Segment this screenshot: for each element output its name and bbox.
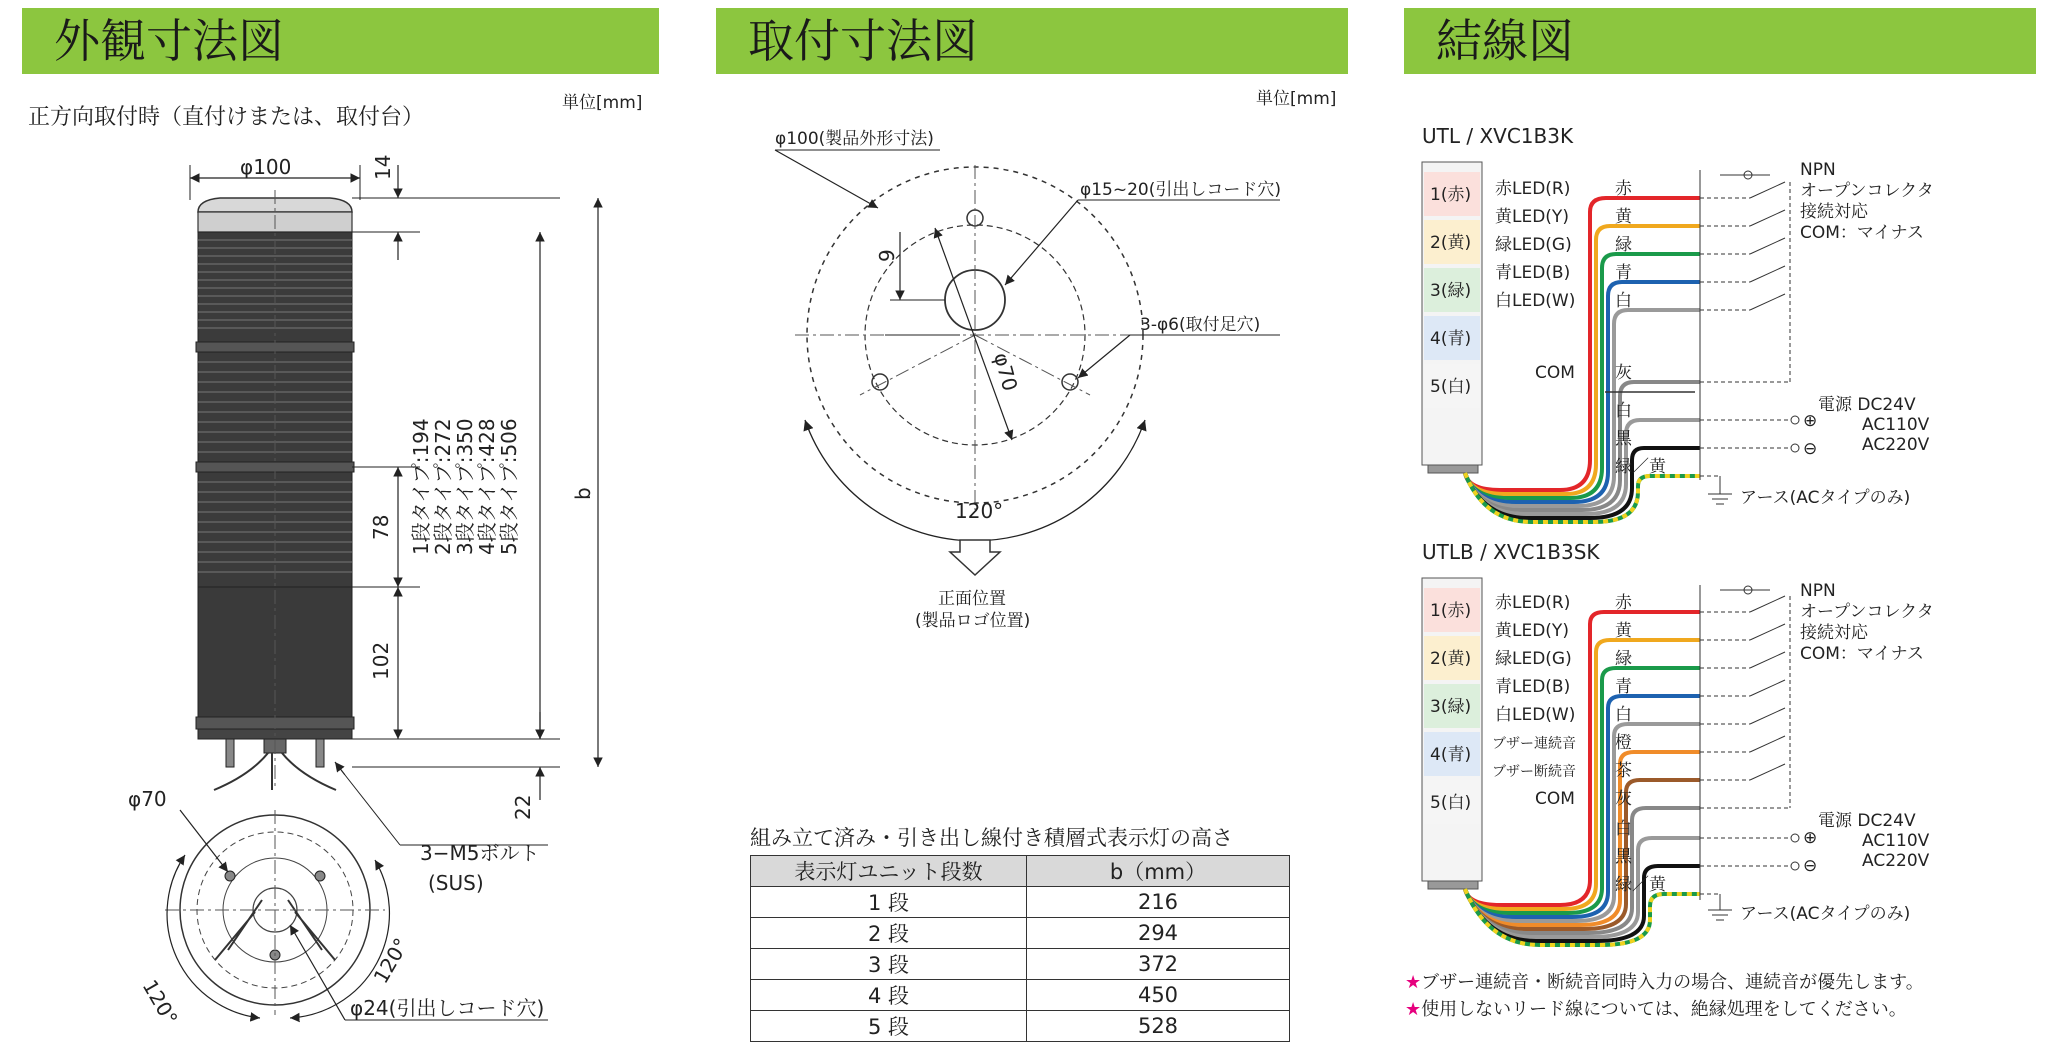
com-label: COM — [1535, 363, 1575, 383]
npn-1-b: NPN — [1800, 581, 1836, 601]
led-b-b: 青LED(B) — [1495, 677, 1571, 697]
dim-angle-b: 120° — [368, 933, 414, 988]
section-title-mounting: 取付寸法図 — [716, 8, 1348, 74]
wire-black: 黒 — [1615, 429, 1632, 449]
external-subtitle: 正方向取付時（直付けまたは、取付台） — [28, 105, 425, 130]
wire-white-power: 白 — [1615, 401, 1632, 421]
wire-gray-b: 灰 — [1615, 789, 1632, 809]
wire-yellow-b: 黄 — [1615, 621, 1632, 641]
mount-holes-label: 3-φ6(取付足穴) — [1140, 315, 1261, 335]
table-cell: 3 段 — [751, 949, 1027, 980]
table-header: 表示灯ユニット段数 — [751, 856, 1027, 887]
wiring-diagram-1 — [1422, 162, 1799, 522]
mounting-unit: 単位[mm] — [1256, 89, 1337, 109]
npn-3: 接続対応 — [1800, 202, 1868, 222]
table-cell: 294 — [1027, 918, 1290, 949]
note-text: ブザー連続音・断続音同時入力の場合、連続音が優先します。 — [1421, 972, 1924, 993]
wire-red: 赤 — [1615, 179, 1632, 199]
bolt-label: 3−M5ボルト — [420, 841, 540, 865]
type-2: 2段タイプ:272 — [431, 418, 455, 555]
buzzer-continuous: ブザー連続音 — [1492, 736, 1576, 752]
power-2: AC110V — [1862, 415, 1930, 435]
buzzer-intermittent: ブザー断続音 — [1492, 764, 1576, 780]
height-table — [750, 855, 1290, 1042]
led-g: 緑LED(G) — [1495, 235, 1572, 255]
mounting-labels — [775, 129, 1281, 631]
wire-green: 緑 — [1615, 235, 1632, 255]
note-1 — [1405, 968, 1924, 994]
npn-4: COM：マイナス — [1800, 223, 1924, 243]
wire-red-b: 赤 — [1615, 593, 1632, 613]
pcd-dim: φ70 — [989, 350, 1023, 394]
note-text: 使用しないリード線については、絶縁処理をしてください。 — [1421, 999, 1907, 1020]
power-1-b: 電源 DC24V — [1818, 811, 1916, 831]
tier-4: 4(青) — [1430, 329, 1472, 349]
cord-hole-label-mount: φ15~20(引出しコード穴) — [1080, 180, 1281, 200]
tier-2-b: 2(黄) — [1430, 649, 1472, 669]
dim-unit-height: 78 — [369, 514, 393, 540]
tier-1: 1(赤) — [1430, 185, 1472, 205]
power-3-b: AC220V — [1862, 851, 1930, 871]
outer-dia-label: φ100(製品外形寸法) — [775, 129, 934, 149]
signal-tower-drawing — [165, 165, 598, 1020]
dim-base-dia: φ70 — [128, 787, 167, 811]
minus-symbol-b: ⊖ — [1803, 856, 1818, 876]
power-3: AC220V — [1862, 435, 1930, 455]
tier-3: 3(緑) — [1430, 281, 1472, 301]
angle-120: 120° — [955, 499, 1004, 523]
plus-symbol-b: ⊕ — [1803, 828, 1818, 848]
type-3: 3段タイプ:350 — [453, 418, 477, 555]
dim-bolt-length: 22 — [511, 794, 535, 820]
table-cell: 450 — [1027, 980, 1290, 1011]
table-cell: 5 段 — [751, 1011, 1027, 1042]
table-cell: 2 段 — [751, 918, 1027, 949]
wire-green-b: 緑 — [1615, 649, 1632, 669]
mounting-drawing — [775, 150, 1280, 575]
dim-cap: 14 — [371, 154, 395, 180]
npn-4-b: COM：マイナス — [1800, 644, 1924, 664]
power-1: 電源 DC24V — [1818, 395, 1916, 415]
table-row — [751, 949, 1290, 980]
tier-5-b: 5(白) — [1430, 793, 1472, 813]
tier-4-b: 4(青) — [1430, 745, 1472, 765]
section-title-external: 外観寸法図 — [22, 8, 659, 74]
npn-2-b: オープンコレクタ — [1800, 602, 1934, 622]
tier-3-b: 3(緑) — [1430, 697, 1472, 717]
wire-white: 白 — [1615, 291, 1632, 311]
led-w-b: 白LED(W) — [1495, 705, 1576, 725]
led-b: 青LED(B) — [1495, 263, 1571, 283]
led-g-b: 緑LED(G) — [1495, 649, 1572, 669]
wire-orange-b: 橙 — [1615, 733, 1632, 753]
wire-earth-b: 緑／黄 — [1615, 875, 1666, 895]
table-header-row — [751, 856, 1290, 887]
wire-black-b: 黒 — [1615, 847, 1632, 867]
table-cell: 528 — [1027, 1011, 1290, 1042]
type-1: 1段タイプ:194 — [409, 418, 433, 555]
dim-angle-a: 120° — [137, 975, 183, 1030]
table-row — [751, 918, 1290, 949]
minus-symbol: ⊖ — [1803, 439, 1818, 459]
wire-white-b: 白 — [1615, 705, 1632, 725]
led-y: 黄LED(Y) — [1495, 207, 1569, 227]
tier-2: 2(黄) — [1430, 233, 1472, 253]
led-w: 白LED(W) — [1495, 291, 1576, 311]
led-r: 赤LED(R) — [1495, 179, 1571, 199]
table-header: b（mm） — [1027, 856, 1290, 887]
npn-2: オープンコレクタ — [1800, 181, 1934, 201]
led-y-b: 黄LED(Y) — [1495, 621, 1569, 641]
wire-blue-b: 青 — [1615, 677, 1632, 697]
front-position-note: (製品ロゴ位置) — [915, 611, 1031, 631]
offset-dim: 9 — [875, 249, 899, 262]
wiring-diagram-1-labels — [1430, 160, 1934, 508]
npn-1: NPN — [1800, 160, 1836, 180]
type-5: 5段タイプ:506 — [497, 418, 521, 555]
table-row — [751, 980, 1290, 1011]
dim-base-height: 102 — [369, 641, 393, 680]
table-caption: 組み立て済み・引き出し線付き積層式表示灯の高さ — [750, 826, 1233, 850]
table-cell: 4 段 — [751, 980, 1027, 1011]
cord-hole-label: φ24(引出しコード穴) — [350, 996, 545, 1020]
table-row — [751, 1011, 1290, 1042]
star-icon: ★ — [1405, 999, 1422, 1020]
table-cell: 1 段 — [751, 887, 1027, 918]
note-2 — [1405, 995, 1907, 1021]
section-title-wiring: 結線図 — [1404, 8, 2036, 74]
table-cell: 216 — [1027, 887, 1290, 918]
wire-white-power-b: 白 — [1615, 819, 1632, 839]
wire-yellow: 黄 — [1615, 207, 1632, 227]
wire-blue: 青 — [1615, 263, 1632, 283]
plus-symbol: ⊕ — [1803, 411, 1818, 431]
wiring-diagram-2 — [1422, 578, 1799, 945]
wire-brown-b: 茶 — [1615, 761, 1632, 781]
table-cell: 372 — [1027, 949, 1290, 980]
front-position: 正面位置 — [938, 589, 1006, 609]
wire-earth: 緑／黄 — [1615, 457, 1666, 477]
external-unit: 単位[mm] — [562, 93, 643, 113]
led-r-b: 赤LED(R) — [1495, 593, 1571, 613]
star-icon: ★ — [1405, 972, 1422, 993]
wire-gray: 灰 — [1615, 363, 1632, 383]
tier-5: 5(白) — [1430, 377, 1472, 397]
wiring-model-2: UTLB / XVC1B3SK — [1422, 540, 1600, 564]
earth-label: アース(ACタイプのみ) — [1740, 488, 1911, 508]
earth-label-b: アース(ACタイプのみ) — [1740, 904, 1911, 924]
wiring-model-1: UTL / XVC1B3K — [1422, 124, 1574, 148]
dim-top-dia: φ100 — [240, 155, 292, 179]
table-row — [751, 887, 1290, 918]
npn-3-b: 接続対応 — [1800, 623, 1868, 643]
power-2-b: AC110V — [1862, 831, 1930, 851]
dim-b: b — [571, 487, 595, 500]
tier-1-b: 1(赤) — [1430, 601, 1472, 621]
type-4: 4段タイプ:428 — [475, 418, 499, 555]
bolt-material: (SUS) — [428, 871, 484, 895]
com-label-b: COM — [1535, 789, 1575, 809]
